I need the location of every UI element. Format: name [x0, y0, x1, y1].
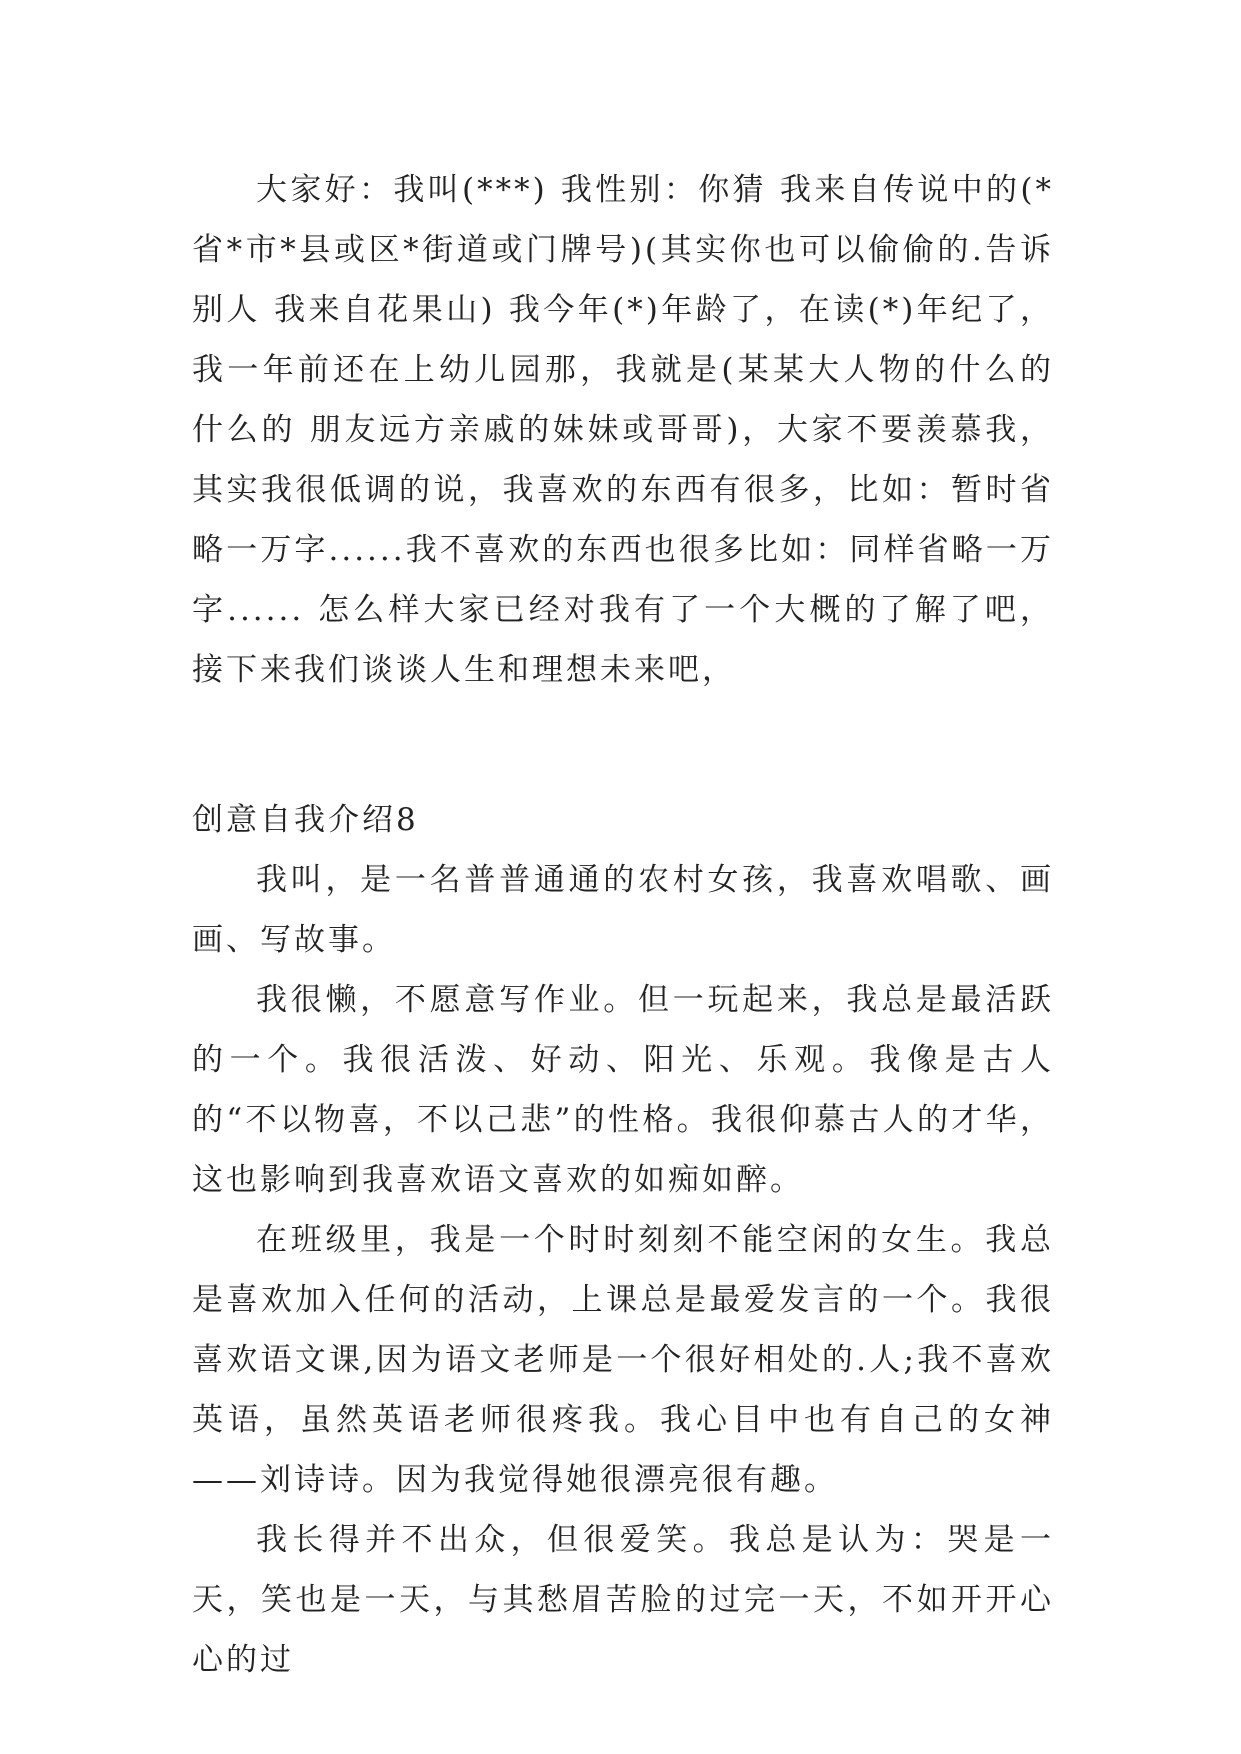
document-page — [192, 160, 1054, 1690]
body-paragraph: 我很懒，不愿意写作业。但一玩起来，我总是最活跃的一个。我很活泼、好动、阳光、乐观。我像是古人的“不以物喜，不以己悲”的性格。我很仰慕古人的才华，这也影响到我喜欢语文喜欢的如痴如醉。 — [192, 982, 1054, 1198]
body-paragraph: 在班级里，我是一个时时刻刻不能空闲的女生。我总是喜欢加入任何的活动，上课总是最爱发言的一个。我很喜欢语文课,因为语文老师是一个很好相处的.人;我不喜欢英语，虽然英语老师很疼我。我心目中也有自己的女神——刘诗诗。因为我觉得她很漂亮很有趣。 — [192, 1222, 1054, 1498]
section-heading: 创意自我介绍8 — [192, 802, 419, 838]
body-paragraph: 我长得并不出众，但很爱笑。我总是认为：哭是一天，笑也是一天，与其愁眉苦脸的过完一天，不如开开心心的过 — [192, 1522, 1054, 1678]
intro-paragraph: 大家好：我叫(***) 我性别：你猜 我来自传说中的(*省*市*县或区*街道或门牌号)(其实你也可以偷偷的.告诉别人 我来自花果山) 我今年(*)年龄了，在读(*)年纪了，我一年前还在上幼儿园那，我就是(某某大人物的什么的什么的 朋友远方亲戚的妹妹或哥哥)，大家不要羡慕我，其实我很低调的说，我喜欢的东西有很多，比如：暂时省略一万字......我不喜欢的东西也很多比如：同样省略一万字...... 怎么样大家已经对我有了一个大概的了解了吧，接下来我们谈谈人生和理想未来吧， — [192, 172, 1054, 688]
body-paragraph: 我叫，是一名普普通通的农村女孩，我喜欢唱歌、画画、写故事。 — [192, 862, 1054, 958]
